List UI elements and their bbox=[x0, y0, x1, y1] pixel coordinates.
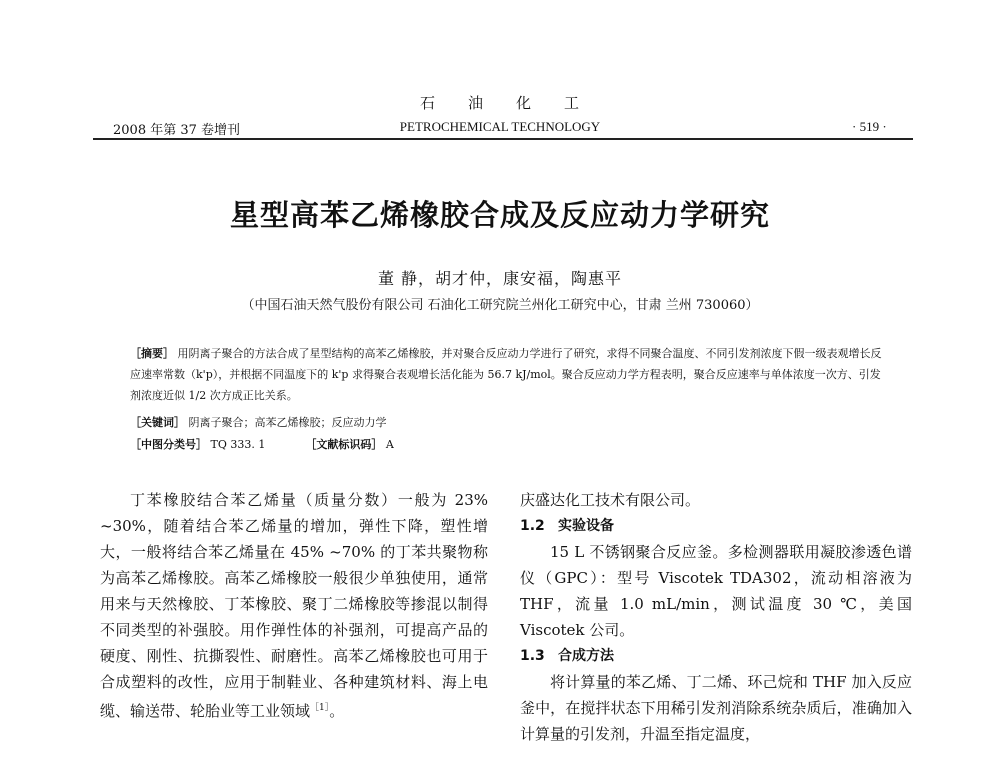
issue-info: 2008 年第 37 卷增刊 bbox=[113, 123, 241, 138]
article-title: 星型高苯乙烯橡胶合成及反应动力学研究 bbox=[229, 198, 770, 232]
section-title: 实验设备 bbox=[558, 518, 614, 534]
keywords-tag: ［关键词］ bbox=[130, 416, 185, 429]
equipment-paragraph: 15 L 不锈钢聚合反应釜。多检测器联用凝胶渗透色谱仪（GPC）：型号 Viscotek TDA302，流动相溶液为 THF，流量 1.0 mL/min，测试温度 30 ℃，美国 Viscotek 公司。 bbox=[520, 543, 912, 639]
intro-paragraph bbox=[100, 487, 488, 724]
author-list: 董 静，胡才仲，康安福，陶惠平 bbox=[377, 269, 623, 288]
class-tag: ［中图分类号］ bbox=[130, 438, 207, 451]
journal-name-cn bbox=[0, 92, 1000, 113]
reference-mark: ［1］ bbox=[310, 703, 330, 713]
affiliation: （中国石油天然气股份有限公司 石油化工研究院兰州化工研究中心，甘肃 兰州 730060） bbox=[241, 298, 759, 313]
page-number: · 519 · bbox=[852, 119, 887, 134]
journal-char: 油 bbox=[467, 94, 484, 112]
journal-char: 石 bbox=[419, 94, 436, 112]
header-rule bbox=[93, 138, 913, 140]
continued-text: 庆盛达化工技术有限公司。 bbox=[520, 491, 701, 509]
doc-code-tag: ［文献标识码］ bbox=[305, 438, 383, 451]
body-column-left bbox=[100, 487, 488, 724]
abstract bbox=[130, 343, 890, 406]
intro-text: 丁苯橡胶结合苯乙烯量（质量分数）一般为 23% ~30%，随着结合苯乙烯量的增加，弹性下降，塑性增大，一般将结合苯乙烯量在 45% ~70% 的丁苯共聚物称为高苯乙烯橡胶。高苯乙烯橡胶一般很少单独使用，通常用来与天然橡胶、丁苯橡胶、聚丁二烯橡胶等掺混以制得不同类型的补强胶。用作弹性体的补强剂，可提高产品的硬度、刚性、抗撕裂性、耐磨性。高苯乙烯橡胶也可用于合成塑料的改性，应用于制鞋业、各种建筑材料、海上电缆、输送带、轮胎业等工业领域 bbox=[100, 491, 488, 720]
journal-char: 工 bbox=[564, 94, 581, 112]
method-paragraph: 将计算量的苯乙烯、丁二烯、环己烷和 THF 加入反应釜中，在搅拌状态下用稀引发剂消除系统杂质后，准确加入计算量的引发剂，升温至指定温度， bbox=[520, 673, 912, 743]
keywords-text: 阴离子聚合；高苯乙烯橡胶；反应动力学 bbox=[188, 416, 387, 429]
keywords bbox=[130, 414, 387, 430]
section-number: 1.3 bbox=[520, 648, 545, 664]
body-column-right bbox=[520, 487, 912, 747]
abstract-text: 用阴离子聚合的方法合成了星型结构的高苯乙烯橡胶，并对聚合反应动力学进行了研究，求得不同聚合温度、不同引发剂浓度下假一级表观增长反应速率常数（k'p），并根据不同温度下的 k'p 求得聚合表观增长活化能为 56.7 kJ/mol。聚合反应动力学方程表明，聚合反应速率与单体浓度一次方、引发剂浓度近似 1/2 次方成正比关系。 bbox=[130, 347, 882, 402]
journal-char: 化 bbox=[516, 94, 533, 112]
section-title: 合成方法 bbox=[558, 648, 614, 664]
section-heading-1-2 bbox=[520, 513, 912, 539]
doc-code-value: A bbox=[385, 438, 394, 451]
journal-name-en: PETROCHEMICAL TECHNOLOGY bbox=[399, 119, 601, 134]
abstract-tag: ［摘要］ bbox=[130, 347, 174, 360]
section-heading-1-3 bbox=[520, 643, 912, 669]
intro-end: 。 bbox=[329, 702, 345, 720]
class-value: TQ 333. 1 bbox=[210, 438, 266, 451]
section-number: 1.2 bbox=[520, 518, 545, 534]
classification bbox=[130, 436, 394, 452]
